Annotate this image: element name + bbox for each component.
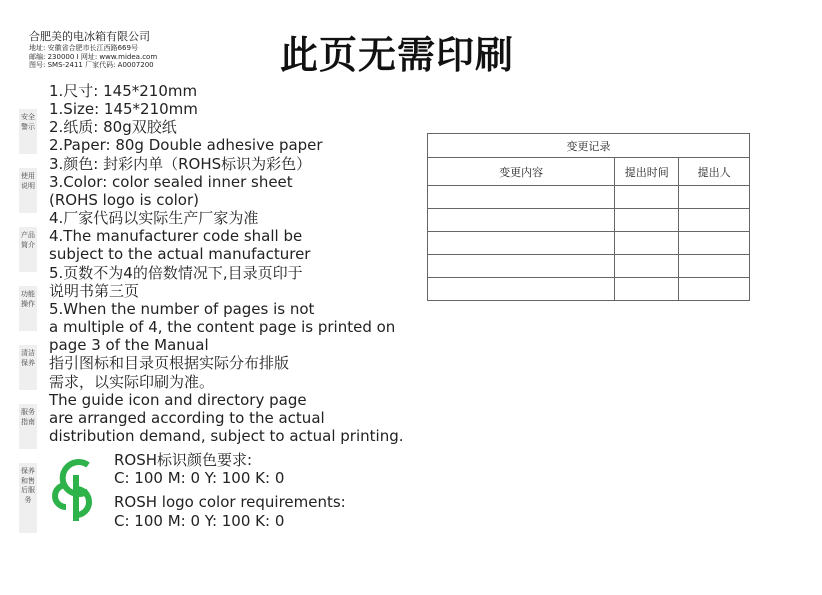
spec-line: page 3 of the Manual bbox=[49, 336, 209, 355]
table-cell bbox=[615, 209, 679, 232]
side-tab-usage: 使用说明 bbox=[19, 168, 37, 213]
table-cell bbox=[615, 255, 679, 278]
table-cell bbox=[615, 232, 679, 255]
spec-line: 5.页数不为4的倍数情况下,目录页印于 bbox=[49, 263, 303, 282]
side-tab-function: 功能操作 bbox=[19, 286, 37, 331]
header-change-content: 变更内容 bbox=[428, 158, 615, 186]
header-proposer: 提出人 bbox=[679, 158, 750, 186]
rohs-color-requirements bbox=[114, 451, 346, 530]
table-cell bbox=[428, 255, 615, 278]
table-cell bbox=[428, 186, 615, 209]
rohs-cn-label: ROSH标识颜色要求: bbox=[114, 451, 253, 469]
spec-line: 3.颜色: 封彩内单（ROHS标识为彩色） bbox=[49, 154, 312, 173]
rohs-cn-values: C: 100 M: 0 Y: 100 K: 0 bbox=[114, 469, 285, 488]
change-record-caption: 变更记录 bbox=[428, 134, 750, 158]
spec-line: are arranged according to the actual bbox=[49, 408, 325, 427]
table-row bbox=[428, 278, 750, 301]
table-row bbox=[428, 209, 750, 232]
spec-line: subject to the actual manufacturer bbox=[49, 245, 311, 264]
company-postcode-website: 邮编: 230000 I 网址: www.midea.com bbox=[29, 52, 158, 61]
spec-line: 1.Size: 145*210mm bbox=[49, 100, 198, 119]
side-tab-intro: 产品简介 bbox=[19, 227, 37, 272]
print-specifications bbox=[49, 82, 419, 445]
table-cell bbox=[679, 186, 750, 209]
table-cell bbox=[679, 278, 750, 301]
side-tab-safety: 安全警示 bbox=[19, 109, 37, 154]
header-proposed-time: 提出时间 bbox=[615, 158, 679, 186]
spec-line: 3.Color: color sealed inner sheet bbox=[49, 172, 293, 191]
table-cell bbox=[679, 209, 750, 232]
spec-line: 指引图标和目录页根据实际分布排版 bbox=[49, 354, 290, 373]
table-row bbox=[428, 232, 750, 255]
side-tab-aftersales: 保养和售后服务 bbox=[19, 463, 37, 533]
spec-line: 1.尺寸: 145*210mm bbox=[49, 82, 198, 100]
table-cell bbox=[428, 209, 615, 232]
rohs-en-values: C: 100 M: 0 Y: 100 K: 0 bbox=[114, 511, 285, 530]
rohs-en-label: ROSH logo color requirements: bbox=[114, 493, 346, 512]
table-cell bbox=[428, 278, 615, 301]
table-cell bbox=[615, 278, 679, 301]
side-tab-cleaning: 清洁保养 bbox=[19, 345, 37, 390]
table-cell bbox=[615, 186, 679, 209]
spec-line: 4.厂家代码以实际生产厂家为准 bbox=[49, 209, 259, 228]
rohs-logo-icon bbox=[48, 455, 104, 523]
spec-line: 说明书第三页 bbox=[49, 281, 140, 300]
company-name: 合肥美的电冰箱有限公司 bbox=[29, 30, 150, 43]
spec-line: 4.The manufacturer code shall be bbox=[49, 227, 303, 246]
table-row bbox=[428, 186, 750, 209]
spec-line: distribution demand, subject to actual printing. bbox=[49, 426, 404, 445]
table-row bbox=[428, 255, 750, 278]
company-info bbox=[29, 30, 157, 70]
company-drawing-factory-code: 图号: SMS-2411 厂家代码: A0007200 bbox=[29, 61, 154, 70]
table-cell bbox=[428, 232, 615, 255]
spec-line: 2.纸质: 80g双胶纸 bbox=[49, 118, 177, 137]
spec-line: 2.Paper: 80g Double adhesive paper bbox=[49, 136, 323, 155]
spec-line: The guide icon and directory page bbox=[49, 390, 307, 409]
spec-line: 5.When the number of pages is not bbox=[49, 299, 315, 318]
company-address: 地址: 安徽省合肥市长江西路669号 bbox=[29, 43, 138, 52]
spec-line: a multiple of 4, the content page is printed on bbox=[49, 318, 396, 337]
page-title: 此页无需印刷 bbox=[280, 33, 515, 77]
table-cell bbox=[679, 255, 750, 278]
spec-line: (ROHS logo is color) bbox=[49, 190, 199, 209]
side-tab-service: 服务指南 bbox=[19, 404, 37, 449]
spec-line: 需求，以实际印刷为准。 bbox=[49, 372, 215, 391]
change-record-table bbox=[427, 133, 750, 301]
table-cell bbox=[679, 232, 750, 255]
